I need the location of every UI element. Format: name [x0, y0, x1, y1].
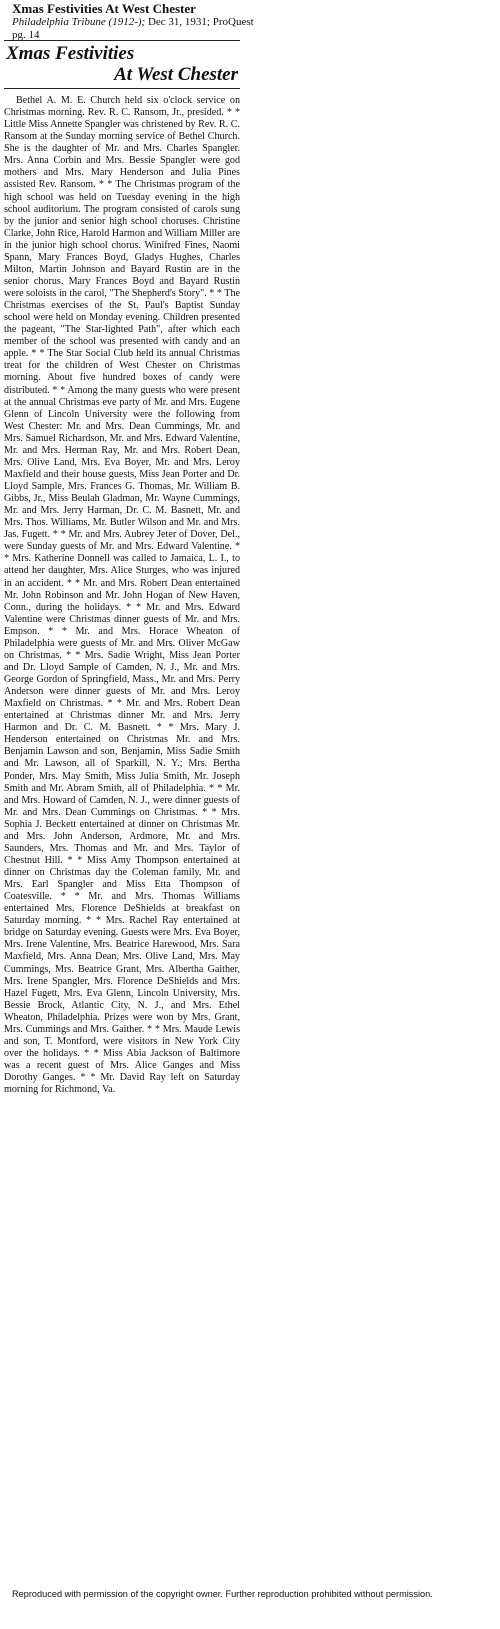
headline-line-2: At West Chester — [114, 64, 238, 85]
citation-header — [12, 2, 312, 42]
headline-line-1: Xmas Festivities — [6, 43, 135, 64]
article-body — [4, 95, 240, 1096]
top-rule — [4, 40, 240, 41]
citation-source — [12, 16, 312, 29]
citation-page: pg. 14 — [12, 29, 40, 41]
publication-name: Philadelphia Tribune (1912-); — [12, 16, 146, 28]
copyright-notice: Reproduced with permission of the copyright owner. Further reproduction prohibited without permission. — [12, 1589, 433, 1599]
article-headline — [4, 43, 240, 85]
article-paragraph: Bethel A. M. E. Church held six o'clock service on Christmas morning. Rev. R. C. Ransom, Jr., presided. * * Little Miss Annette Spangler was christened by Rev. R. C. Ransom at the Sunday morning service of Bethel Church. She is the daughter of Mr. and Mrs. Charles Spangler. Mrs. Anna Corbin and Mrs. Bessie Spangler were god mothers and Mrs. Mary Henderson and Julia Pines assisted Rev. Ransom. * * The Christmas program of the high school was held on Tuesday evening in the high school auditorium. The program consisted of carols sung by the junior and senior high school choruses. Christine Clarke, John Rice, Harold Harmon and William Miller are in the junior high school chorus. Winifred Fines, Naomi Spann, Mary Frances Boyd, Gladys Hughes, Charles Milton, Martin Johnson and Bayard Rustin are in the senior chorus. Mary Frances Boyd and Bayard Rustin were soloists in the carol, "The Shepherd's Story". * * The Christmas exercises of the St. Paul's Baptist Sunday school were held on Monday evening. Children presented the pageant, "The Star-lighted Path", after which each member of the school was presented with candy and an apple. * * The Star Social Club held its annual Christmas treat for the children of West Chester on Christmas morning. About five hundred boxes of candy were distributed. * * Among the many guests who were present at the annual Christmas eve party of Mr. and Mrs. Eugene Glenn of Lincoln University were the following from West Chester: Mr. and Mrs. Dean Cummings, Mr. and Mrs. Samuel Richardson, Mr. and Mrs. Edward Valentine, Mr. and Mrs. Herman Ray, Mr. and Mrs. Robert Dean, Mrs. Olive Land, Mrs. Eva Boyer, Mr. and Mrs. Leroy Maxfield and their house guests, Miss Jean Porter and Dr. Lloyd Sample, Mrs. Frances G. Thomas, Mr. William B. Gibbs, Jr., Miss Beulah Gladman, Mr. Wayne Cummings, Mr. and Mrs. Jerry Harman, Dr. C. M. Basnett, Mr. and Mrs. Thos. Williams, Mr. Butler Wilson and Mr. and Mrs. Jas. Fugett. * * Mr. and Mrs. Aubrey Jeter of Dover, Del., were Sunday guests of Mr. and Mrs. Edward Valentine. * * Mrs. Katherine Donnell was called to Jamaica, L. I., to attend her daughter, Mrs. Alice Sturges, who was injured in an accident. * * Mr. and Mrs. Robert Dean entertained Mr. John Robinson and Mr. John Hogan of New Haven, Conn., during the holidays. * * Mr. and Mrs. Edward Valentine were Christmas dinner guests of Mr. and Mrs. Empson. * * Mr. and Mrs. Horace Wheaton of Philadelphia were guests of Mr. and Mrs. Oliver McGaw on Christmas. * * Mrs. Sadie Wright, Miss Jean Porter and Dr. Lloyd Sample of Camden, N. J., Mr. and Mrs. George Gordon of Springfield, Mass., Mr. and Mrs. Perry Anderson were dinner guests of Mr. and Mrs. Leroy Maxfield on Christmas. * * Mr. and Mrs. Robert Dean entertained at Christmas dinner Mr. and Mrs. Jerry Harmon and Dr. C. M. Basnett. * * Mrs. Mary J. Henderson entertained on Christmas Mr. and Mrs. Benjamin Lawson and son, Benjamin, Miss Sadie Smith and Mr. Lawson, all of Sparkill, N. Y.; Mrs. Bertha Ponder, Mrs. May Smith, Miss Julia Smith, Mr. Joseph Smith and Mr. Abram Smith, all of Philadelphia. * * Mr. and Mrs. Howard of Camden, N. J., were dinner guests of Mr. and Mrs. Dean Cummings on Christmas. * * Mrs. Sophia J. Beckett entertained at dinner on Christmas Mr. and Mrs. John Anderson, Ardmore, Mr. and Mrs. Saunders, Mrs. Thomas and Mr. and Mrs. Taylor of Chestnut Hill. * * Miss Amy Thompson entertained at dinner on Christmas day the Coleman family, Mr. and Mrs. Earl Spangler and Miss Etta Thompson of Coatesville. * * Mr. and Mrs. Thomas Williams entertained Mrs. Florence DeShields at breakfast on Saturday morning. * * Mrs. Rachel Ray entertained at bridge on Saturday evening. Guests were Mrs. Eva Boyer, Mrs. Irene Valentine, Mrs. Beatrice Harewood, Mrs. Sara Maxfield, Mrs. Anna Dean, Mrs. Olive Land, Mrs. May Cummings, Mrs. Beatrice Grant, Mrs. Albertha Gaither, Mrs. Irene Spangler, Mrs. Florence DeShields and Mrs. Hazel Fugett, Mrs. Eva Glenn, Lincoln University, Mrs. Bessie Brock, Atlantic City, N. J., and Mrs. Ethel Wheaton, Philadelphia. Prizes were won by Mrs. Grant, Mrs. Cummings and Mrs. Gaither. * * Mrs. Maude Lewis and son, T. Montford, were visitors in New York City over the holidays. * * Miss Abia Jackson of Baltimore was a recent guest of Mrs. Alice Ganges and Miss Dorothy Ganges. * * Mr. David Ray left on Saturday morning for Richmond, Va. — [4, 95, 240, 1096]
publication-date: Dec 31, 1931; ProQuest — [145, 16, 254, 28]
headline-rule — [4, 88, 240, 89]
citation-title: Xmas Festivities At West Chester — [12, 1, 196, 16]
article-column — [4, 40, 240, 1096]
